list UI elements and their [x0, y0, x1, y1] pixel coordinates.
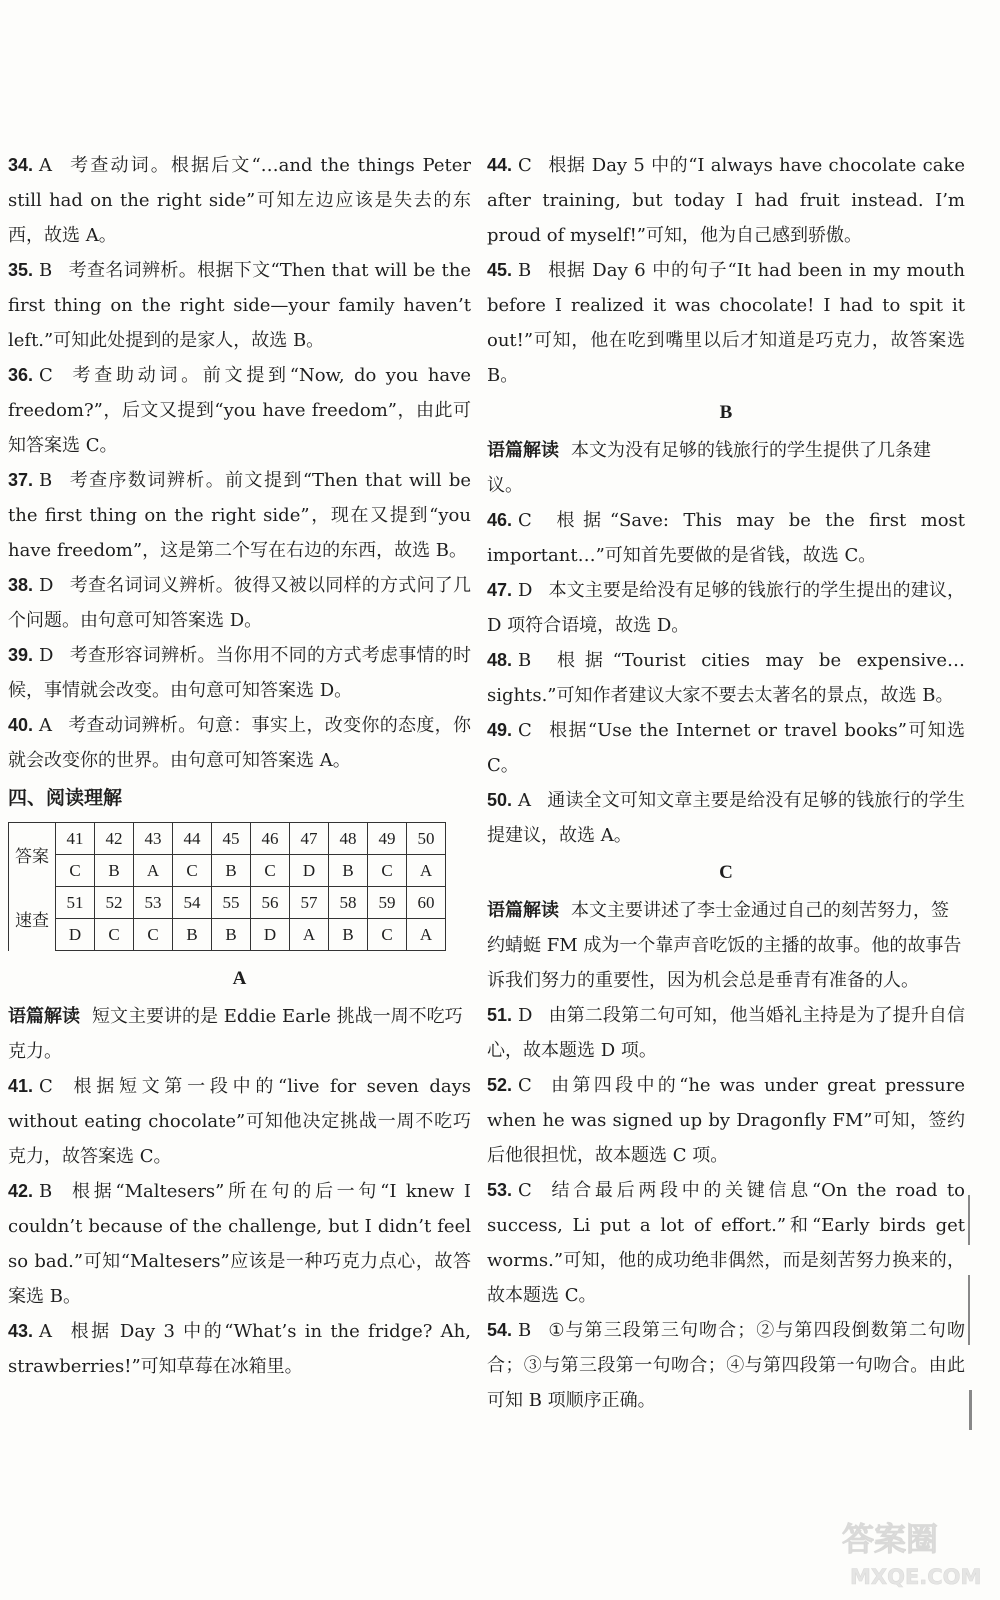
- item-explanation: 根据 Day 3 中的“What’s in the fridge? Ah, strawberries!”可知草莓在冰箱里。: [8, 1321, 471, 1377]
- item-explanation: 考查序数词辨析。前文提到“Then that will be the first thing on the right side”，现在又提到“you have freedom”，这是第二个写在右边的东西，故选 B。: [8, 470, 471, 561]
- answer-item: [487, 643, 965, 713]
- answer-table-cell: B: [173, 919, 212, 951]
- item-explanation: 考查名词辨析。根据下文“Then that will be the first thing on the right side—your family haven’t left.”可知此处提到的是家人，故选 B。: [8, 260, 471, 351]
- answer-table-cell: C: [134, 919, 173, 951]
- item-number: 52.: [487, 1075, 513, 1095]
- answer-table-cell: 50: [407, 823, 446, 855]
- answer-table-cell: C: [95, 919, 134, 951]
- part-a-title: A: [232, 968, 247, 989]
- item-explanation: 考查动词辨析。句意：事实上，改变你的态度，你就会改变你的世界。由句意可知答案选 A。: [8, 715, 471, 771]
- part-a-intro-text: 短文主要讲的是 Eddie Earle 挑战一周不吃巧克力。: [8, 1006, 463, 1062]
- item-answer: C: [39, 1076, 53, 1097]
- right-column: [487, 148, 965, 1418]
- item-explanation: 根据“Save: This may be the first most important…”可知首先要做的是省钱，故选 C。: [487, 510, 965, 566]
- answer-table-cell: B: [212, 855, 251, 887]
- item-number: 50.: [487, 790, 513, 810]
- answer-table-cell: B: [212, 919, 251, 951]
- item-number: 51.: [487, 1005, 513, 1025]
- item-explanation: ①与第三段第三句吻合；②与第四段倒数第二句吻合；③与第三段第一句吻合；④与第四段第一句吻合。由此可知 B 项顺序正确。: [487, 1320, 965, 1411]
- item-number: 36.: [8, 365, 34, 385]
- part-b-title: B: [719, 402, 733, 423]
- item-answer: B: [518, 260, 532, 281]
- item-answer: A: [518, 790, 532, 811]
- part-c-intro: [487, 893, 965, 998]
- answer-table-cell: 41: [56, 823, 95, 855]
- part-b-intro-tag: 语篇解读: [487, 440, 559, 461]
- part-a-intro: [8, 999, 471, 1069]
- item-explanation: 本文主要是给没有足够的钱旅行的学生提出的建议，D 项符合语境，故选 D。: [487, 580, 965, 636]
- item-number: 53.: [487, 1180, 513, 1200]
- answer-table-row: [9, 855, 446, 887]
- item-explanation: 根据“Maltesers”所在句的后一句“I knew I couldn’t because of the challenge, but I didn’t feel so bad.”可知“Maltesers”应该是一种巧克力点心，故答案选 B。: [8, 1181, 471, 1307]
- item-explanation: 考查名词词义辨析。彼得又被以同样的方式问了几个问题。由句意可知答案选 D。: [8, 575, 471, 631]
- answer-item: [487, 253, 965, 393]
- part-b-intro-text: 本文为没有足够的钱旅行的学生提供了几条建议。: [487, 440, 931, 496]
- answer-item: [487, 1313, 965, 1418]
- answer-table-cell: 55: [212, 887, 251, 919]
- item-number: 46.: [487, 510, 513, 530]
- answer-table-cell: 54: [173, 887, 212, 919]
- answer-item: [8, 1174, 471, 1314]
- item-answer: A: [39, 1321, 53, 1342]
- answer-table-row: [9, 823, 446, 855]
- item-answer: C: [39, 365, 53, 386]
- item-number: 40.: [8, 715, 34, 735]
- item-number: 41.: [8, 1076, 34, 1096]
- answer-table-cell: 48: [329, 823, 368, 855]
- part-b-intro: [487, 433, 965, 503]
- item-answer: C: [518, 720, 532, 741]
- left-items-list: [8, 148, 471, 778]
- item-number: 35.: [8, 260, 34, 280]
- answer-table-row: [9, 887, 446, 919]
- answer-table-cell: A: [407, 919, 446, 951]
- item-number: 43.: [8, 1321, 34, 1341]
- item-explanation: 根据“Use the Internet or travel books”可知选 C。: [487, 720, 965, 776]
- item-number: 37.: [8, 470, 34, 490]
- answer-item: [8, 708, 471, 778]
- item-answer: C: [518, 155, 532, 176]
- item-answer: D: [518, 580, 533, 601]
- answer-item: [487, 713, 965, 783]
- item-explanation: 通读全文可知文章主要是给没有足够的钱旅行的学生提建议，故选 A。: [487, 790, 965, 846]
- answer-table: [8, 822, 446, 951]
- item-number: 39.: [8, 645, 34, 665]
- answer-item: [487, 1173, 965, 1313]
- item-explanation: 根据 Day 6 中的句子“It had been in my mouth before I realized it was chocolate! I had to spit it out!”可知，他在吃到嘴里以后才知道是巧克力，故答案选 B。: [487, 260, 965, 386]
- item-answer: B: [39, 260, 53, 281]
- answer-item: [487, 503, 965, 573]
- answer-table-cell: C: [173, 855, 212, 887]
- answer-table-cell: B: [329, 919, 368, 951]
- item-number: 47.: [487, 580, 513, 600]
- answer-item: [8, 253, 471, 358]
- answer-table-label: 答案: [9, 823, 56, 887]
- answer-table-cell: 57: [290, 887, 329, 919]
- item-answer: C: [518, 1075, 532, 1096]
- answer-item: [8, 148, 471, 253]
- answer-table-cell: 51: [56, 887, 95, 919]
- answer-item: [487, 573, 965, 643]
- item-number: 45.: [487, 260, 513, 280]
- answer-item: [8, 358, 471, 463]
- item-explanation: 根据 Day 5 中的“I always have chocolate cake after training, but today I had fruit instead. I’m proud of myself!”可知，他为自己感到骄傲。: [487, 155, 965, 246]
- svg-text:MXQE.COM: MXQE.COM: [850, 1565, 982, 1589]
- answer-table-cell: C: [56, 855, 95, 887]
- answer-table-cell: C: [251, 855, 290, 887]
- item-explanation: 结合最后两段中的关键信息“On the road to success, Li put a lot of effort.”和“Early birds get worms.”可知，他的成功绝非偶然，而是刻苦努力换来的，故本题选 C。: [487, 1180, 965, 1306]
- item-answer: B: [39, 470, 53, 491]
- answer-item: [8, 568, 471, 638]
- part-a-intro-tag: 语篇解读: [8, 1006, 80, 1027]
- answer-table-cell: A: [407, 855, 446, 887]
- answer-table-cell: 59: [368, 887, 407, 919]
- answer-table-cell: 56: [251, 887, 290, 919]
- item-number: 38.: [8, 575, 34, 595]
- answer-item: [487, 148, 965, 253]
- answer-table-cell: 52: [95, 887, 134, 919]
- item-answer: B: [518, 1320, 532, 1341]
- item-answer: B: [39, 1181, 53, 1202]
- part-c-intro-text: 本文主要讲述了李士金通过自己的刻苦努力，签约蜻蜓 FM 成为一个靠声音吃饭的主播的故事。他的故事告诉我们努力的重要性，因为机会总是垂青有准备的人。: [487, 900, 962, 991]
- answer-item: [8, 1314, 471, 1384]
- answer-table-label: 速查: [9, 887, 56, 951]
- answer-table-cell: 45: [212, 823, 251, 855]
- part-c-items-list: [487, 998, 965, 1418]
- answer-table-cell: 42: [95, 823, 134, 855]
- answer-item: [8, 463, 471, 568]
- answer-table-cell: D: [290, 855, 329, 887]
- answer-table-cell: D: [56, 919, 95, 951]
- left-column: [8, 148, 471, 1384]
- answer-table-cell: C: [368, 919, 407, 951]
- item-answer: A: [39, 155, 53, 176]
- item-explanation: 根据短文第一段中的“live for seven days without eating chocolate”可知他决定挑战一周不吃巧克力，故答案选 C。: [8, 1076, 471, 1167]
- svg-text:答案圈: 答案圈: [842, 1520, 939, 1558]
- answer-table-cell: B: [329, 855, 368, 887]
- part-c-title: C: [719, 862, 733, 883]
- answer-table-cell: C: [368, 855, 407, 887]
- answer-table-cell: B: [95, 855, 134, 887]
- item-answer: B: [518, 650, 532, 671]
- item-number: 34.: [8, 155, 34, 175]
- watermark-logo-icon: [832, 1514, 982, 1594]
- item-answer: D: [39, 575, 54, 596]
- answer-table-cell: A: [290, 919, 329, 951]
- answer-table-cell: 46: [251, 823, 290, 855]
- answer-table-cell: 49: [368, 823, 407, 855]
- item-answer: A: [39, 715, 53, 736]
- item-explanation: 根据“Tourist cities may be expensive… sights.”可知作者建议大家不要去太著名的景点，故选 B。: [487, 650, 965, 706]
- answer-table-cell: 43: [134, 823, 173, 855]
- answer-item: [487, 998, 965, 1068]
- item-number: 49.: [487, 720, 513, 740]
- item-explanation: 由第二段第二句可知，他当婚礼主持是为了提升自信心，故本题选 D 项。: [487, 1005, 965, 1061]
- item-number: 54.: [487, 1320, 513, 1340]
- answer-table-cell: 60: [407, 887, 446, 919]
- answer-table-cell: 47: [290, 823, 329, 855]
- item-answer: C: [518, 510, 532, 531]
- answer-item: [8, 638, 471, 708]
- item-number: 44.: [487, 155, 513, 175]
- answer-table-cell: 58: [329, 887, 368, 919]
- item-answer: D: [518, 1005, 533, 1026]
- item-answer: C: [518, 1180, 532, 1201]
- answer-item: [487, 1068, 965, 1173]
- part-c-intro-tag: 语篇解读: [487, 900, 559, 921]
- scan-mark: [969, 1390, 972, 1430]
- answer-item: [8, 1069, 471, 1174]
- scan-mark: [968, 1195, 970, 1245]
- item-explanation: 考查形容词辨析。当你用不同的方式考虑事情的时候，事情就会改变。由句意可知答案选 D。: [8, 645, 471, 701]
- item-number: 48.: [487, 650, 513, 670]
- part-a-items-continued: [487, 148, 965, 393]
- answer-table-cell: 53: [134, 887, 173, 919]
- answer-item: [487, 783, 965, 853]
- answer-table-row: [9, 919, 446, 951]
- section-title-reading: 四、阅读理解: [8, 787, 123, 809]
- item-answer: D: [39, 645, 54, 666]
- part-b-items-list: [487, 503, 965, 853]
- item-explanation: 由第四段中的“he was under great pressure when he was signed up by Dragonfly FM”可知，签约后他很担忧，故本题选 C 项。: [487, 1075, 965, 1166]
- item-explanation: 考查助动词。前文提到“Now, do you have freedom?”，后文又提到“you have freedom”，由此可知答案选 C。: [8, 365, 471, 456]
- answer-table-cell: A: [134, 855, 173, 887]
- scan-mark: [968, 1275, 970, 1345]
- part-a-items-list: [8, 1069, 471, 1384]
- item-explanation: 考查动词。根据后文“…and the things Peter still had on the right side”可知左边应该是失去的东西，故选 A。: [8, 155, 471, 246]
- item-number: 42.: [8, 1181, 34, 1201]
- answer-table-cell: 44: [173, 823, 212, 855]
- answer-table-cell: D: [251, 919, 290, 951]
